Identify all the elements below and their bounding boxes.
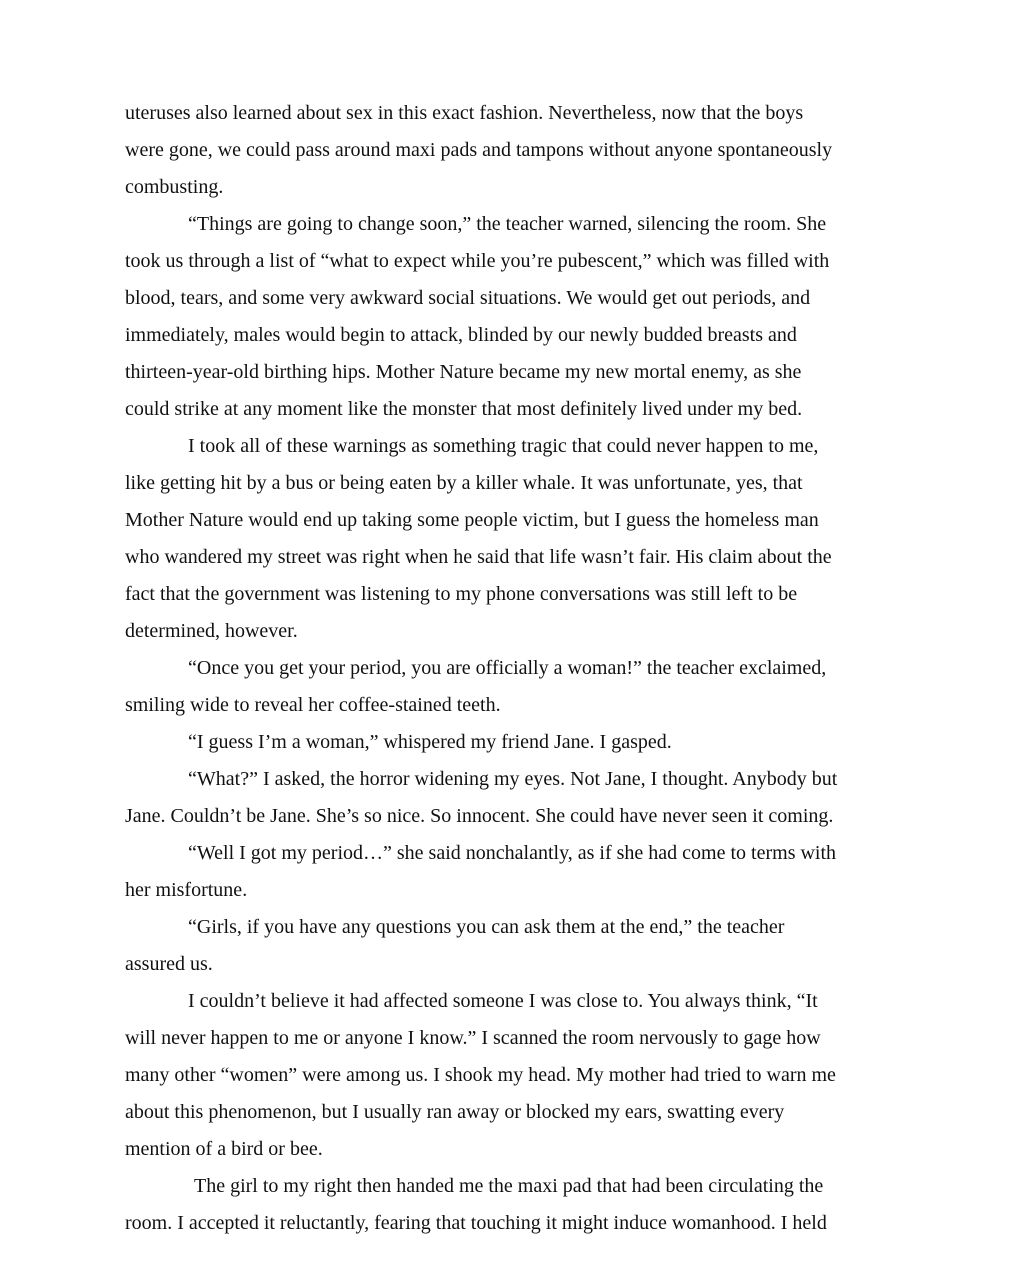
text-line: “Well I got my period…” she said nonchalantly, as if she had come to terms with: [188, 842, 837, 864]
text-line: The girl to my right then handed me the maxi pad that had been circulating the: [194, 1175, 824, 1197]
text-line: room. I accepted it reluctantly, fearing that touching it might induce womanhood. I held: [125, 1212, 827, 1234]
text-line: “Girls, if you have any questions you can ask them at the end,” the teacher: [188, 916, 785, 938]
text-line: smiling wide to reveal her coffee-stained teeth.: [125, 694, 501, 716]
text-line: took us through a list of “what to expect while you’re pubescent,” which was filled with: [125, 250, 830, 272]
text-line: fact that the government was listening to my phone conversations was still left to be: [125, 583, 798, 605]
text-line: assured us.: [125, 953, 213, 975]
text-line: who wandered my street was right when he said that life wasn’t fair. His claim about the: [125, 546, 832, 568]
text-line: blood, tears, and some very awkward social situations. We would get out periods, and: [125, 287, 811, 309]
text-line: combusting.: [125, 176, 224, 198]
text-line: Jane. Couldn’t be Jane. She’s so nice. So innocent. She could have never seen it coming.: [125, 805, 834, 827]
text-line: about this phenomenon, but I usually ran away or blocked my ears, swatting every: [125, 1101, 785, 1123]
text-line: uteruses also learned about sex in this exact fashion. Nevertheless, now that the boys: [125, 102, 804, 124]
text-line: “I guess I’m a woman,” whispered my friend Jane. I gasped.: [188, 731, 672, 753]
text-line: “What?” I asked, the horror widening my eyes. Not Jane, I thought. Anybody but: [188, 768, 838, 790]
text-line: her misfortune.: [125, 879, 248, 901]
text-line: “Things are going to change soon,” the teacher warned, silencing the room. She: [188, 213, 827, 235]
text-line: could strike at any moment like the monster that most definitely lived under my bed.: [125, 398, 803, 420]
text-line: mention of a bird or bee.: [125, 1138, 323, 1160]
text-line: will never happen to me or anyone I know.” I scanned the room nervously to gage how: [125, 1027, 821, 1049]
text-line: immediately, males would begin to attack, blinded by our newly budded breasts and: [125, 324, 797, 346]
text-line: many other “women” were among us. I shook my head. My mother had tried to warn me: [125, 1064, 836, 1086]
text-line: determined, however.: [125, 620, 298, 642]
text-line: thirteen-year-old birthing hips. Mother Nature became my new mortal enemy, as she: [125, 361, 802, 383]
text-line: were gone, we could pass around maxi pads and tampons without anyone spontaneously: [125, 139, 833, 161]
text-line: like getting hit by a bus or being eaten by a killer whale. It was unfortunate, yes, that: [125, 472, 803, 494]
body-text: [125, 95, 887, 1242]
text-line: I took all of these warnings as something tragic that could never happen to me,: [188, 435, 819, 457]
text-line: “Once you get your period, you are officially a woman!” the teacher exclaimed,: [188, 657, 827, 679]
text-line: I couldn’t believe it had affected someone I was close to. You always think, “It: [188, 990, 818, 1012]
text-line: Mother Nature would end up taking some people victim, but I guess the homeless man: [125, 509, 819, 531]
